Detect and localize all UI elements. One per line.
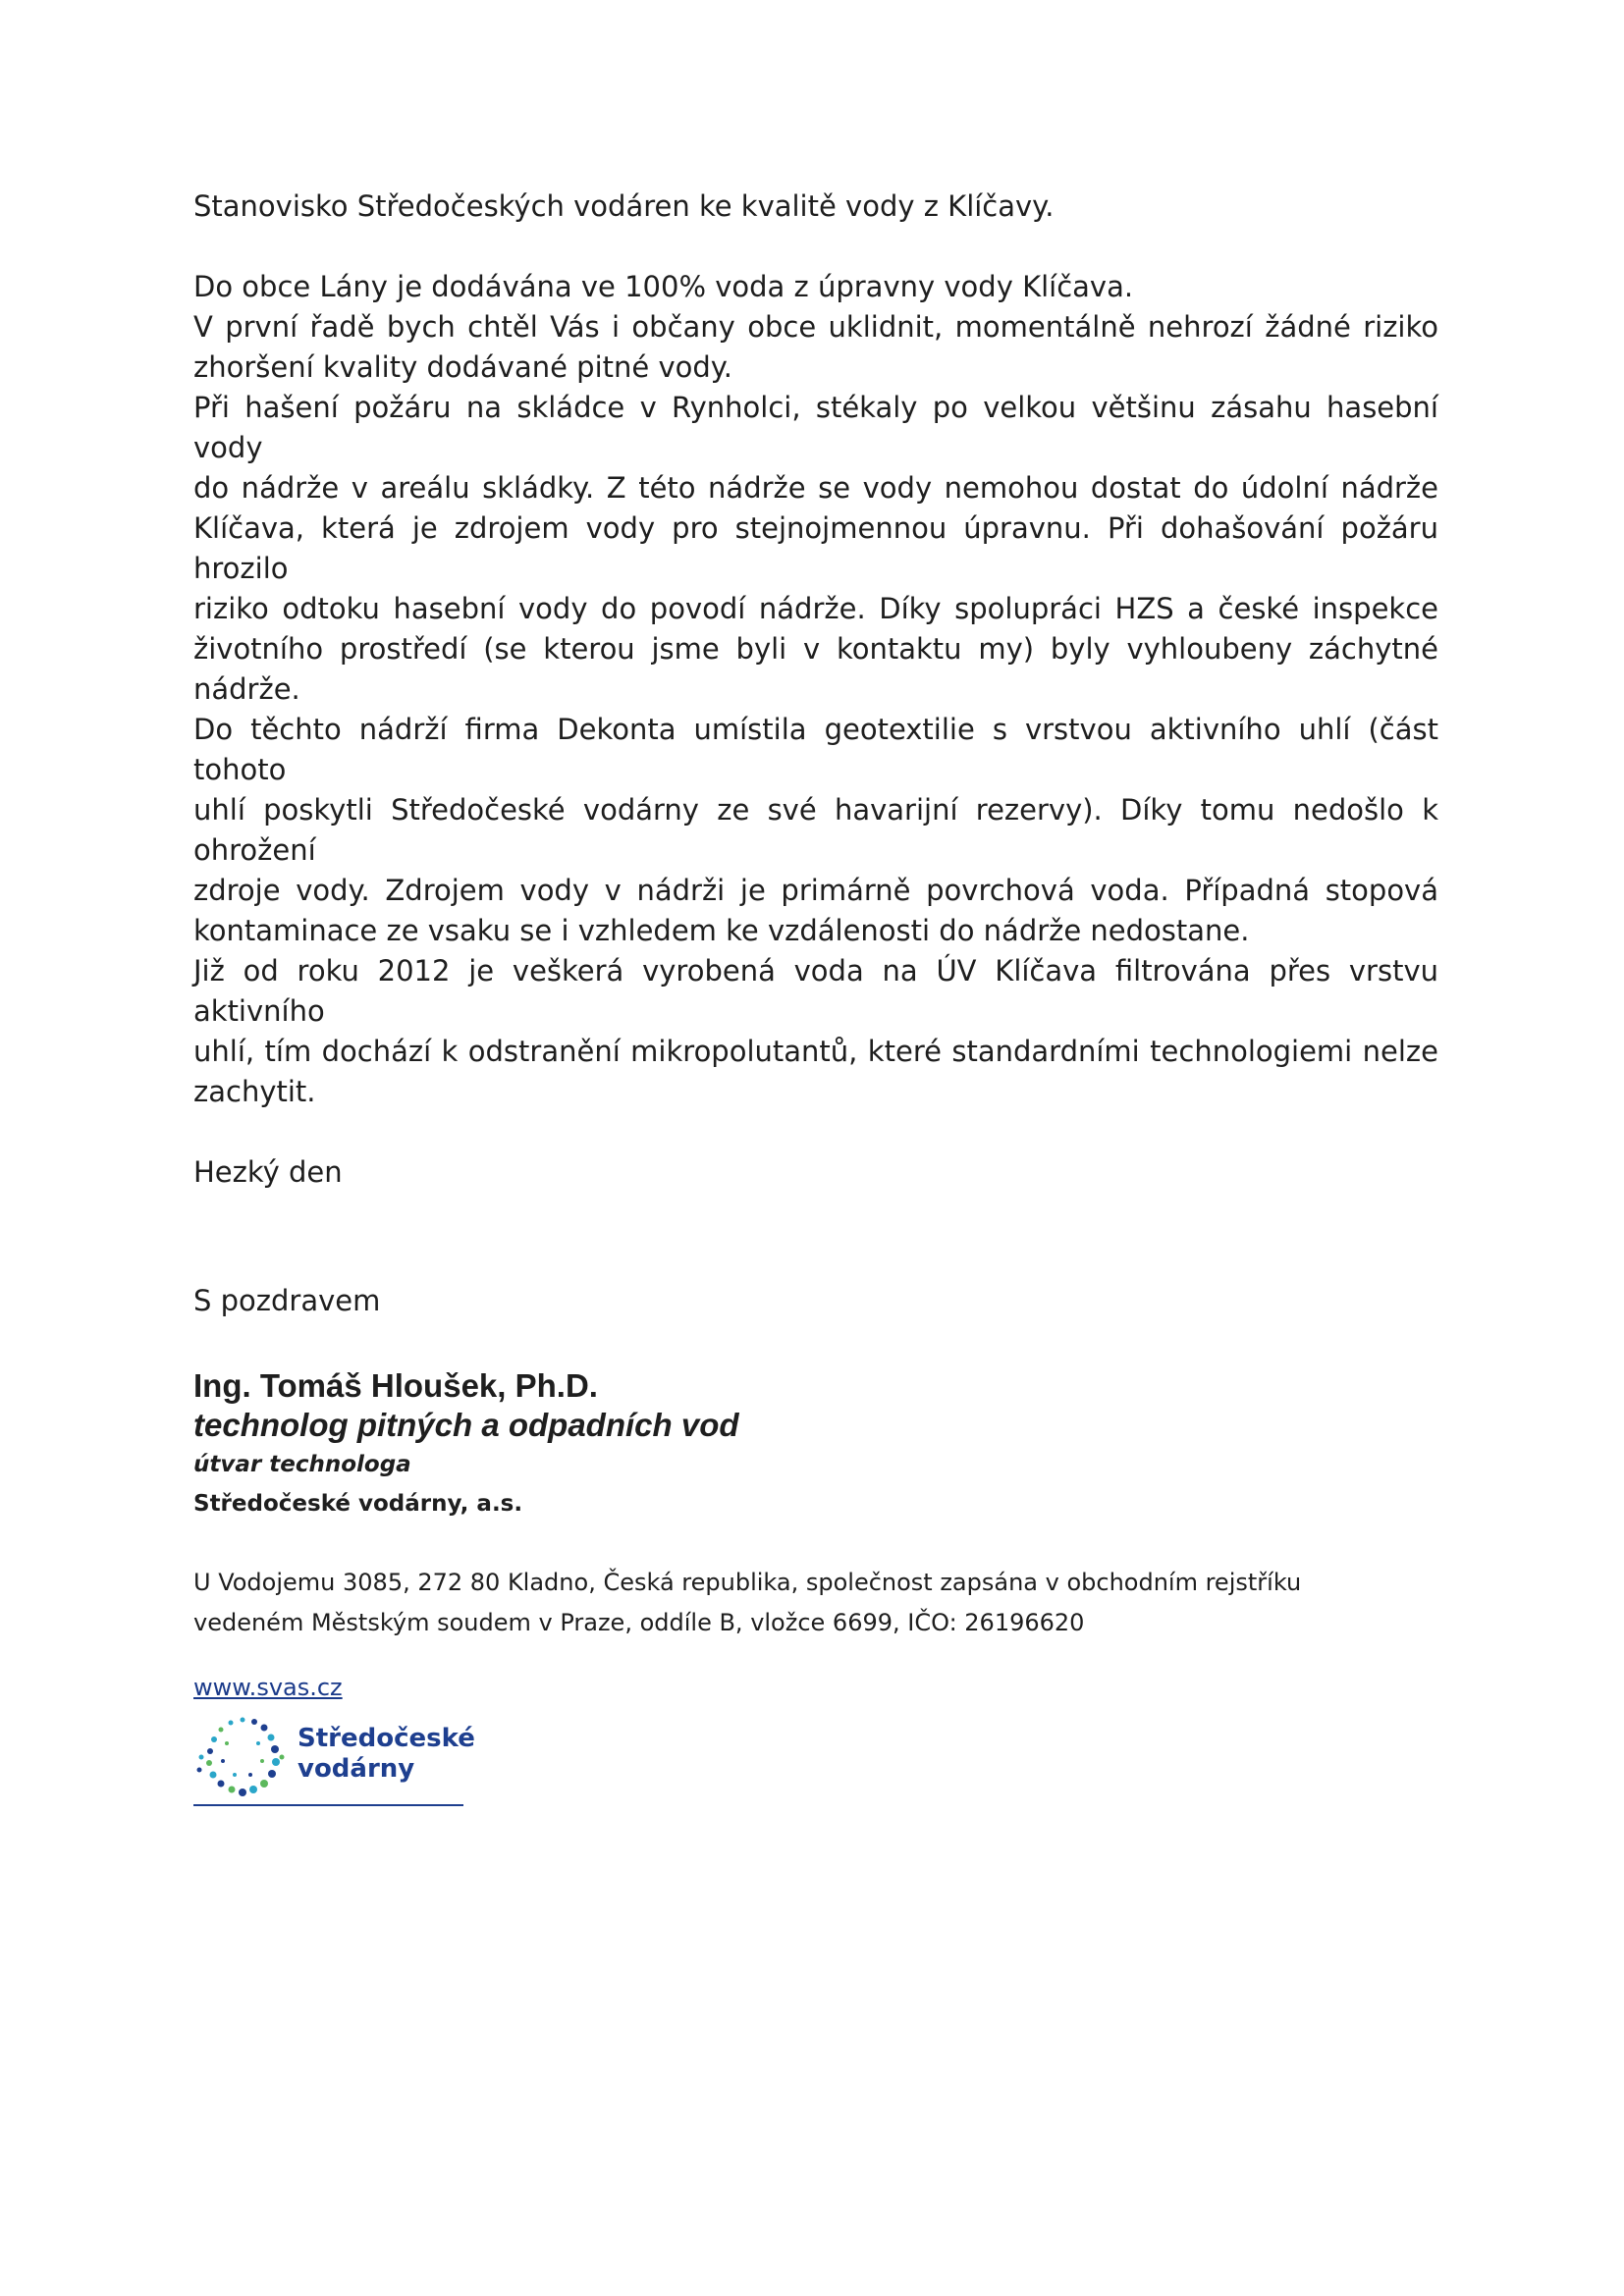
company-address bbox=[193, 1563, 1372, 1643]
website-link[interactable]: www.svas.cz bbox=[193, 1674, 343, 1701]
body-line: riziko odtoku hasební vody do povodí nádrže. Díky spolupráci HZS a české inspekce bbox=[193, 592, 1438, 625]
body-line: Při hašení požáru na skládce v Rynholci, stékaly po velkou většinu zásahu hasební vody bbox=[193, 391, 1438, 464]
body-line: kontaminace ze vsaku se i vzhledem ke vzdálenosti do nádrže nedostane. bbox=[193, 914, 1250, 947]
regards: S pozdravem bbox=[193, 1284, 381, 1317]
signature-title: technolog pitných a odpadních vod bbox=[193, 1407, 739, 1443]
body-line: Do obce Lány je dodávána ve 100% voda z úpravny vody Klíčava. bbox=[193, 270, 1134, 303]
logo-dots-icon bbox=[193, 1714, 292, 1798]
closing-greeting: Hezký den bbox=[193, 1155, 343, 1189]
signature-name: Ing. Tomáš Hloušek, Ph.D. bbox=[193, 1367, 598, 1404]
signature-company: Středočeské vodárny, a.s. bbox=[193, 1491, 523, 1517]
body-line: uhlí, tím dochází k odstranění mikropolutantů, které standardními technologiemi nelze bbox=[193, 1035, 1438, 1068]
logo-line: vodárny bbox=[298, 1754, 415, 1784]
body-line: životního prostředí (se kterou jsme byli v kontaktu my) byly vyhloubeny záchytné nádrže. bbox=[193, 632, 1438, 706]
body-line: V první řadě bych chtěl Vás i občany obce uklidnit, momentálně nehrozí žádné riziko bbox=[193, 310, 1438, 344]
letter bbox=[193, 187, 1438, 1806]
signature-department: útvar technologa bbox=[193, 1452, 411, 1477]
logo-line: Středočeské bbox=[298, 1724, 475, 1753]
address-line: vedeném Městským soudem v Praze, oddíle B, vložce 6699, IČO: 26196620 bbox=[193, 1609, 1085, 1636]
body-line: zachytit. bbox=[193, 1075, 316, 1108]
company-logo bbox=[193, 1714, 475, 1806]
body-line: do nádrže v areálu skládky. Z této nádrže se vody nemohou dostat do údolní nádrže bbox=[193, 471, 1438, 505]
body-line: uhlí poskytli Středočeské vodárny ze své havarijní rezervy). Díky tomu nedošlo k ohrožení bbox=[193, 793, 1438, 867]
body-line: Do těchto nádrží firma Dekonta umístila geotextilie s vrstvou aktivního uhlí (část tohoto bbox=[193, 713, 1438, 786]
letter-subject: Stanovisko Středočeských vodáren ke kvalitě vody z Klíčavy. bbox=[193, 189, 1055, 223]
body-line: zdroje vody. Zdrojem vody v nádrži je primárně povrchová voda. Případná stopová bbox=[193, 874, 1438, 907]
body-line: Klíčava, která je zdrojem vody pro stejnojmennou úpravnu. Při dohašování požáru hrozilo bbox=[193, 511, 1438, 585]
logo-underline bbox=[193, 1804, 463, 1806]
body-line: Již od roku 2012 je veškerá vyrobená voda na ÚV Klíčava filtrována přes vrstvu aktivního bbox=[193, 954, 1438, 1028]
signature-block bbox=[193, 1366, 1438, 1523]
body-line: zhoršení kvality dodávané pitné vody. bbox=[193, 350, 733, 384]
address-line: U Vodojemu 3085, 272 80 Kladno, Česká republika, společnost zapsána v obchodním rejstříku bbox=[193, 1569, 1302, 1596]
logo-text bbox=[298, 1724, 475, 1785]
letter-body bbox=[193, 267, 1438, 1112]
